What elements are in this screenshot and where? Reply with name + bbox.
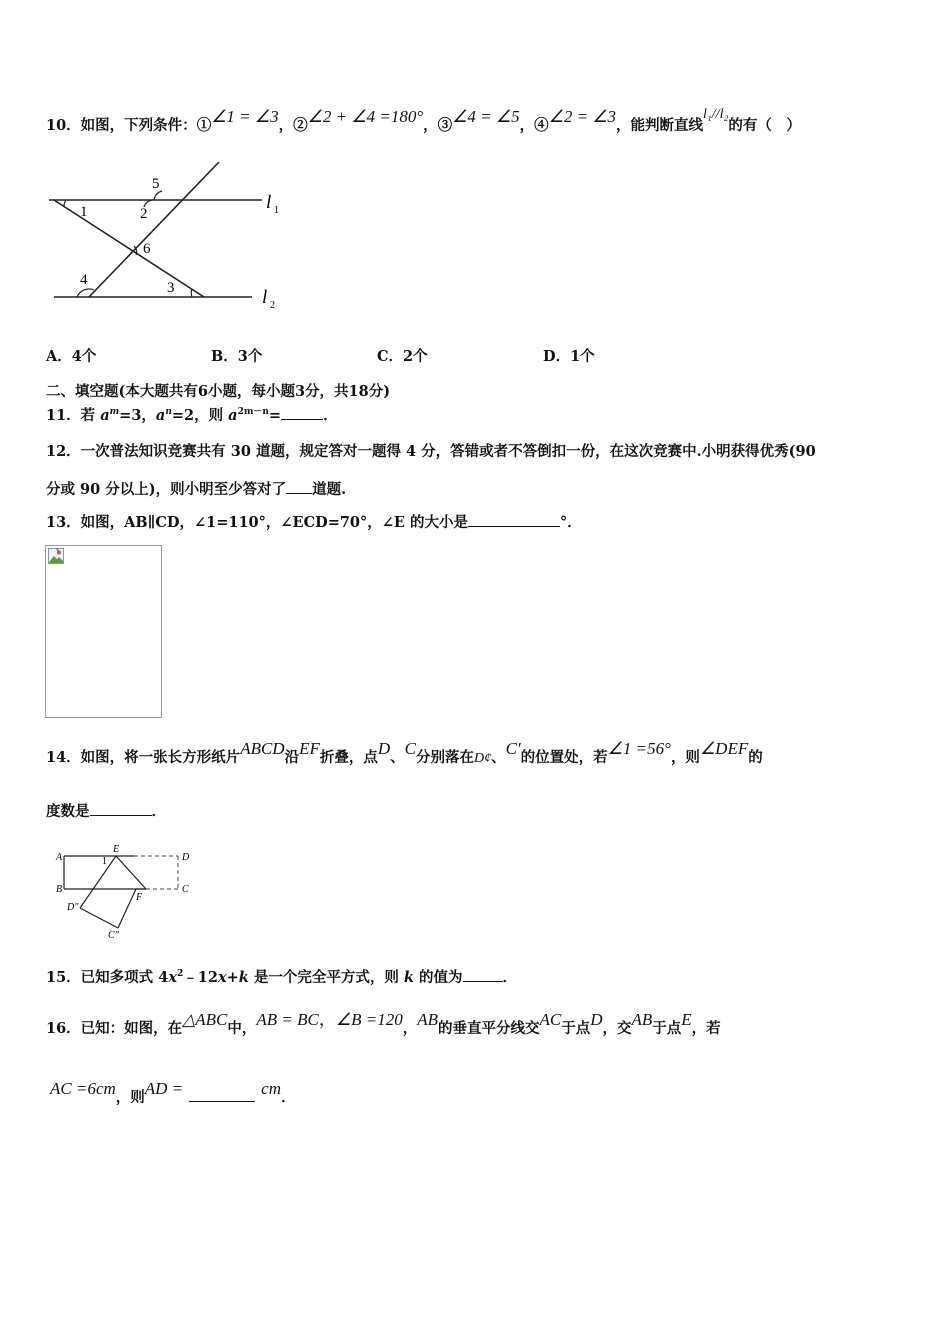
label-l2-sub: 2: [270, 300, 275, 311]
q15: [46, 966, 517, 987]
q13-text: 13．如图，AB∥CD，∠1=110°，∠ECD=70°，∠E 的大小是: [46, 514, 469, 531]
q14-text: 、: [491, 749, 506, 766]
q14-text: 、: [390, 749, 405, 766]
q10-cond3-mark: ③: [437, 117, 453, 134]
q10-option-d[interactable]: [543, 345, 595, 366]
q14-text: 分别落在: [415, 749, 474, 766]
q16-text: 于点: [561, 1020, 591, 1037]
answer-blank[interactable]: [468, 512, 560, 527]
q12-text: 分或 90 分以上)，则小明至少答对了: [46, 481, 287, 498]
q15-exp: 2: [176, 969, 184, 980]
edge-ed: [80, 856, 116, 908]
q15-text: +: [226, 969, 239, 986]
q11-var: a: [100, 407, 110, 424]
q14-angle1: ∠1 =56°: [607, 739, 671, 758]
angle-label-6: 6: [143, 241, 151, 257]
q15-text: 15．已知多项式 4: [46, 969, 169, 986]
q14-abcd: ABCD: [240, 739, 285, 758]
q16-line1: [46, 1010, 721, 1038]
q10-sep: ，: [278, 117, 294, 134]
q11-exp: n: [165, 407, 172, 418]
q14-def: ∠DEF: [699, 739, 749, 758]
answer-blank[interactable]: [189, 1087, 255, 1102]
angle-label-5: 5: [152, 176, 160, 192]
q14-line2: [46, 800, 166, 821]
vertex-dprime: D″: [67, 902, 79, 913]
q11-exp: m: [109, 407, 120, 418]
q10-sep: ，: [519, 117, 535, 134]
q14-end: ．: [151, 803, 166, 820]
q14-text: 的位置处，若: [520, 749, 608, 766]
answer-blank[interactable]: [90, 801, 152, 816]
q11-eq: =: [268, 407, 282, 424]
angle-label-4: 4: [80, 272, 88, 288]
q15-text: 是一个完全平方式，则: [248, 969, 404, 986]
q13-end: °．: [560, 514, 582, 531]
q11: [46, 404, 338, 425]
q12-text: 道题.: [312, 481, 347, 498]
q11-end: ．: [323, 407, 338, 424]
q10-stem: [46, 107, 801, 135]
arc-angle-5: [154, 191, 162, 200]
q14-text: ，则: [670, 749, 700, 766]
vertex-d: D: [182, 852, 190, 863]
q16-text: ，: [318, 1010, 336, 1029]
arc-angle-1: [64, 200, 66, 207]
q11-exp: 2m－n: [237, 407, 269, 418]
option-text: 2个: [403, 348, 428, 365]
q10-cond4-mark: ④: [534, 117, 549, 134]
q10-cond3: ∠4 = ∠5: [452, 107, 520, 126]
q10-cond2-mark: ②: [293, 117, 308, 134]
q16-ab: AB: [417, 1010, 438, 1029]
q10-figure: [44, 160, 294, 320]
q16-text: ，: [402, 1020, 418, 1037]
answer-blank[interactable]: [286, 479, 312, 494]
answer-blank[interactable]: [281, 405, 323, 420]
q16-ac: AC: [539, 1010, 562, 1029]
arc-angle-4: [77, 289, 94, 297]
q15-end: ．: [502, 969, 518, 986]
q14-line1: [46, 739, 763, 767]
q10-option-b[interactable]: [211, 345, 262, 366]
q11-eq: =3，: [119, 407, 156, 424]
q10-cond1: ∠1 = ∠3: [211, 107, 279, 126]
option-text: 4个: [71, 348, 97, 365]
q10-cond4: ∠2 = ∠3: [548, 107, 617, 126]
q14-ef: EF: [299, 739, 320, 758]
q16-text: ，若: [691, 1020, 721, 1037]
q16-angleb: ∠B =120: [335, 1010, 403, 1029]
q14-d: D: [377, 739, 391, 758]
arc-angle-3: [191, 289, 192, 297]
q10-cond1-mark: ①: [196, 117, 212, 134]
angle-1-label: 1: [102, 856, 107, 867]
q11-eq: =2，则: [171, 407, 229, 424]
q14-figure: [52, 840, 202, 940]
q16-eq: AB = BC: [256, 1010, 319, 1029]
q16-text: 16．已知：如图，在: [46, 1020, 183, 1037]
q16-end: ．: [281, 1089, 296, 1106]
angle-label-1: 1: [80, 204, 88, 220]
q12-line1: 12．一次普法知识竞赛共有 30 道题，规定答对一题得 4 分，答错或者不答倒扣一份，在这次竞赛中.小明获得优秀(90: [46, 443, 816, 460]
vertex-cprime: C″: [108, 930, 119, 940]
q16-unit: cm: [261, 1079, 281, 1098]
answer-blank[interactable]: [463, 967, 503, 982]
q16-text: 的垂直平分线交: [437, 1020, 540, 1037]
q12-line2: [46, 478, 346, 499]
q14-cprime: C′: [505, 739, 521, 758]
q10-number: 10．如图，下列条件：: [46, 117, 197, 134]
q10-tail: ，能判断直线: [616, 117, 704, 134]
q10-sep: ，: [423, 117, 438, 134]
option-letter: A．: [46, 348, 72, 365]
vertex-b: B: [56, 884, 63, 895]
q16-text: 于点: [652, 1020, 682, 1037]
q15-var: k: [403, 969, 414, 986]
q16-given: AC =6cm: [50, 1079, 116, 1098]
q14-c: C: [404, 739, 416, 758]
edge-dc: [80, 908, 118, 928]
q16-text: 中，: [227, 1020, 257, 1037]
q16-line2: [46, 1079, 296, 1107]
vertex-a: A: [56, 852, 63, 863]
q10-lines: l₁//l₂: [703, 107, 729, 122]
q16-text: ，则: [115, 1089, 145, 1106]
q15-var: x: [217, 969, 227, 986]
q11-prefix: 11．若: [46, 407, 101, 424]
section-title: 二、填空题(本大题共有6小题，每小题3分，共18分): [46, 383, 391, 400]
label-l2: l: [262, 287, 268, 308]
q16-d: D: [590, 1010, 603, 1029]
angle-label-3: 3: [167, 280, 175, 296]
option-text: 3个: [237, 348, 263, 365]
q13: [46, 511, 582, 532]
option-letter: D．: [543, 348, 571, 365]
q15-var: k: [238, 969, 249, 986]
q15-text: ﹣12: [183, 969, 218, 986]
vertex-e: E: [113, 844, 120, 855]
transversal-a: [54, 200, 204, 297]
q14-text: 14．如图，将一张长方形纸片: [46, 749, 241, 766]
q14-text: 沿: [284, 749, 300, 766]
q15-text: 的值为: [413, 969, 463, 986]
vertex-c: C: [182, 884, 189, 895]
vertex-f: F: [136, 892, 143, 903]
q10-tail2: 的有（ ）: [728, 117, 801, 134]
q16-e: E: [681, 1010, 692, 1029]
angle-label-2: 2: [140, 206, 148, 222]
q16-text: ，交: [602, 1020, 632, 1037]
q11-var: a: [155, 407, 166, 424]
q15-var: x: [168, 969, 177, 986]
q10-cond2: ∠2 + ∠4 =180°: [307, 107, 424, 126]
q14-text: 的: [748, 749, 763, 766]
label-l1: l: [266, 192, 272, 213]
broken-image-icon: [48, 548, 64, 564]
q10-option-c[interactable]: [377, 345, 428, 366]
edge-ef: [116, 856, 146, 889]
option-letter: C．: [377, 348, 404, 365]
q16-triangle: △ABC: [182, 1010, 228, 1029]
q14-text: 度数是: [46, 803, 90, 820]
q14-text: 折叠，点: [319, 749, 378, 766]
q10-option-a[interactable]: [46, 345, 96, 366]
broken-image-placeholder: [45, 545, 162, 718]
option-text: 1个: [570, 348, 595, 365]
edge-cf: [118, 889, 136, 928]
q11-var: a: [228, 407, 238, 424]
option-letter: B．: [211, 348, 238, 365]
q16-ad: AD =: [144, 1079, 184, 1098]
q14-dprime: D¢: [473, 751, 492, 766]
label-l1-sub: 1: [274, 205, 279, 216]
q16-ab: AB: [631, 1010, 653, 1029]
